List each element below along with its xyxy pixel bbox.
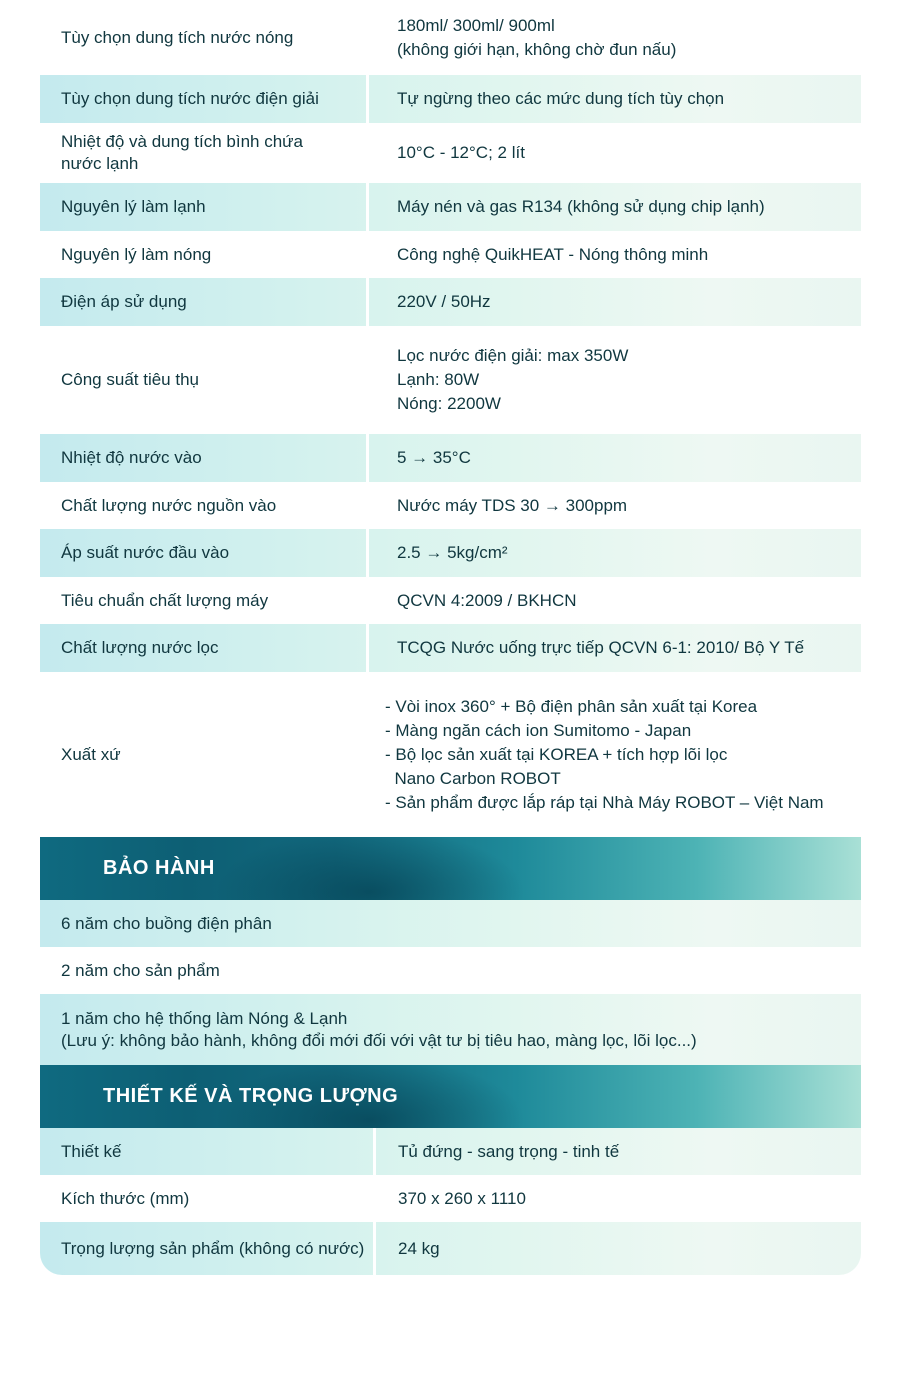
spec-row: [40, 326, 861, 434]
spec-value: [369, 183, 861, 231]
spec-row: [40, 123, 861, 183]
spec-row: [40, 75, 861, 123]
spec-value-text: Máy nén và gas R134 (không sử dụng chip lạnh): [397, 197, 765, 216]
spec-value: [369, 278, 861, 326]
spec-label-text: Áp suất nước đầu vào: [61, 543, 230, 562]
warranty-item-content: [40, 900, 861, 947]
design-row: [40, 1128, 861, 1175]
warranty-item-text: (Lưu ý: không bảo hành, không đổi mới đối với vật tư bị tiêu hao, màng lọc, lõi lọc...): [61, 1030, 697, 1050]
spec-label-text: Điện áp sử dụng: [61, 292, 187, 311]
design-label-text: Trọng lượng sản phẩm (không có nước): [61, 1238, 365, 1258]
spec-card: [40, 0, 861, 1275]
spec-value-text: (không giới hạn, không chờ đun nấu): [397, 39, 677, 59]
spec-value: [369, 75, 861, 123]
spec-value-text: Công nghệ QuikHEAT - Nóng thông minh: [397, 244, 709, 264]
spec-label: [40, 482, 369, 529]
design-value-text: 370 x 260 x 1110: [398, 1188, 526, 1208]
spec-label-text: Tùy chọn dung tích nước nóng: [61, 27, 294, 47]
design-table: [40, 1128, 861, 1275]
warranty-item-content: [40, 994, 861, 1065]
design-value: [376, 1128, 861, 1175]
warranty-item: [40, 994, 861, 1065]
spec-label: [40, 75, 369, 123]
spec-value: [369, 434, 861, 482]
warranty-item-text: 6 năm cho buồng điện phân: [61, 913, 272, 933]
spec-value-text: 2.5 → 5kg/cm²: [397, 543, 508, 562]
spec-row: [40, 278, 861, 326]
spec-value: [369, 0, 861, 75]
spec-value: [369, 123, 861, 183]
spec-label-text: Nhiệt độ nước vào: [61, 448, 202, 467]
spec-value-text: Nước máy TDS 30 → 300ppm: [397, 495, 628, 515]
spec-label-text: Tiêu chuẩn chất lượng máy: [61, 590, 269, 610]
spec-label: [40, 231, 369, 278]
spec-value-text: Lọc nước điện giải: max 350W: [397, 346, 629, 365]
design-label-text: Kích thước (mm): [61, 1188, 190, 1208]
spec-value-text: 220V / 50Hz: [397, 292, 491, 311]
spec-label: [40, 577, 369, 624]
design-label: [40, 1175, 376, 1222]
spec-value-text: - Màng ngăn cách ion Sumitomo - Japan: [385, 720, 692, 740]
spec-label: [40, 672, 369, 837]
spec-value: [369, 482, 861, 529]
spec-row: [40, 0, 861, 75]
spec-label: [40, 278, 369, 326]
spec-row: [40, 672, 861, 837]
warranty-item-text: 2 năm cho sản phẩm: [61, 960, 220, 980]
spec-value: [369, 672, 861, 837]
spec-value: [369, 326, 861, 434]
spec-label: [40, 183, 369, 231]
spec-value: [369, 577, 861, 624]
warranty-item-text: 1 năm cho hệ thống làm Nóng & Lạnh: [61, 1008, 348, 1028]
spec-label-text: Tùy chọn dung tích nước điện giải: [61, 89, 319, 108]
spec-label-text: Nguyên lý làm lạnh: [61, 197, 206, 216]
spec-label-text: Nguyên lý làm nóng: [61, 244, 212, 264]
spec-row: [40, 624, 861, 672]
spec-label-text: nước lạnh: [61, 154, 139, 173]
section-title-warranty: [40, 837, 861, 900]
design-value: [376, 1222, 861, 1275]
spec-row: [40, 482, 861, 529]
spec-table: [40, 0, 861, 837]
spec-value-text: - Sản phẩm được lắp ráp tại Nhà Máy ROBOT – Việt Nam: [385, 792, 824, 812]
design-label-text: Thiết kế: [61, 1141, 122, 1161]
spec-value-text: QCVN 4:2009 / BKHCN: [397, 590, 577, 610]
spec-value: [369, 231, 861, 278]
spec-label: [40, 624, 369, 672]
section-title-design: [40, 1065, 861, 1128]
spec-value: [369, 529, 861, 577]
spec-label: [40, 529, 369, 577]
warranty-item-content: [40, 947, 861, 994]
design-label: [40, 1128, 376, 1175]
spec-value-text: - Vòi inox 360° + Bộ điện phân sản xuất tại Korea: [385, 696, 758, 716]
spec-label-text: Công suất tiêu thụ: [61, 370, 199, 389]
warranty-item: [40, 900, 861, 947]
design-value: [376, 1175, 861, 1222]
spec-label: [40, 123, 369, 183]
spec-row: [40, 577, 861, 624]
section-title-text: THIẾT KẾ VÀ TRỌNG LƯỢNG: [103, 1085, 399, 1107]
design-row: [40, 1222, 861, 1275]
spec-label-text: Nhiệt độ và dung tích bình chứa: [61, 132, 303, 151]
spec-row: [40, 231, 861, 278]
spec-label: [40, 0, 369, 75]
spec-row: [40, 434, 861, 482]
section-title-text: BẢO HÀNH: [103, 857, 215, 879]
spec-label-text: Chất lượng nước lọc: [61, 638, 219, 657]
spec-value-text: 10°C - 12°C; 2 lít: [397, 143, 525, 162]
spec-value: [369, 624, 861, 672]
spec-value-text: Lạnh: 80W: [397, 370, 480, 389]
spec-row: [40, 529, 861, 577]
warranty-item: [40, 947, 861, 994]
design-label: [40, 1222, 376, 1275]
design-value-text: Tủ đứng - sang trọng - tinh tế: [398, 1141, 620, 1161]
design-row: [40, 1175, 861, 1222]
warranty-list: [40, 900, 861, 1065]
spec-label-text: Chất lượng nước nguồn vào: [61, 495, 277, 515]
spec-value-text: 5 → 35°C: [397, 448, 471, 467]
spec-label: [40, 434, 369, 482]
spec-row: [40, 183, 861, 231]
spec-label: [40, 326, 369, 434]
spec-label-text: Xuất xứ: [61, 744, 121, 764]
spec-value-text: - Bộ lọc sản xuất tại KOREA + tích hợp lõi lọc: [385, 744, 728, 764]
design-value-text: 24 kg: [398, 1238, 440, 1258]
spec-value-text: Nóng: 2200W: [397, 394, 501, 413]
spec-value-text: TCQG Nước uống trực tiếp QCVN 6-1: 2010/ Bộ Y Tế: [397, 638, 805, 657]
spec-value-text: Tự ngừng theo các mức dung tích tùy chọn: [397, 89, 725, 108]
spec-value-text: 180ml/ 300ml/ 900ml: [397, 15, 555, 35]
spec-value-text: Nano Carbon ROBOT: [385, 768, 561, 788]
